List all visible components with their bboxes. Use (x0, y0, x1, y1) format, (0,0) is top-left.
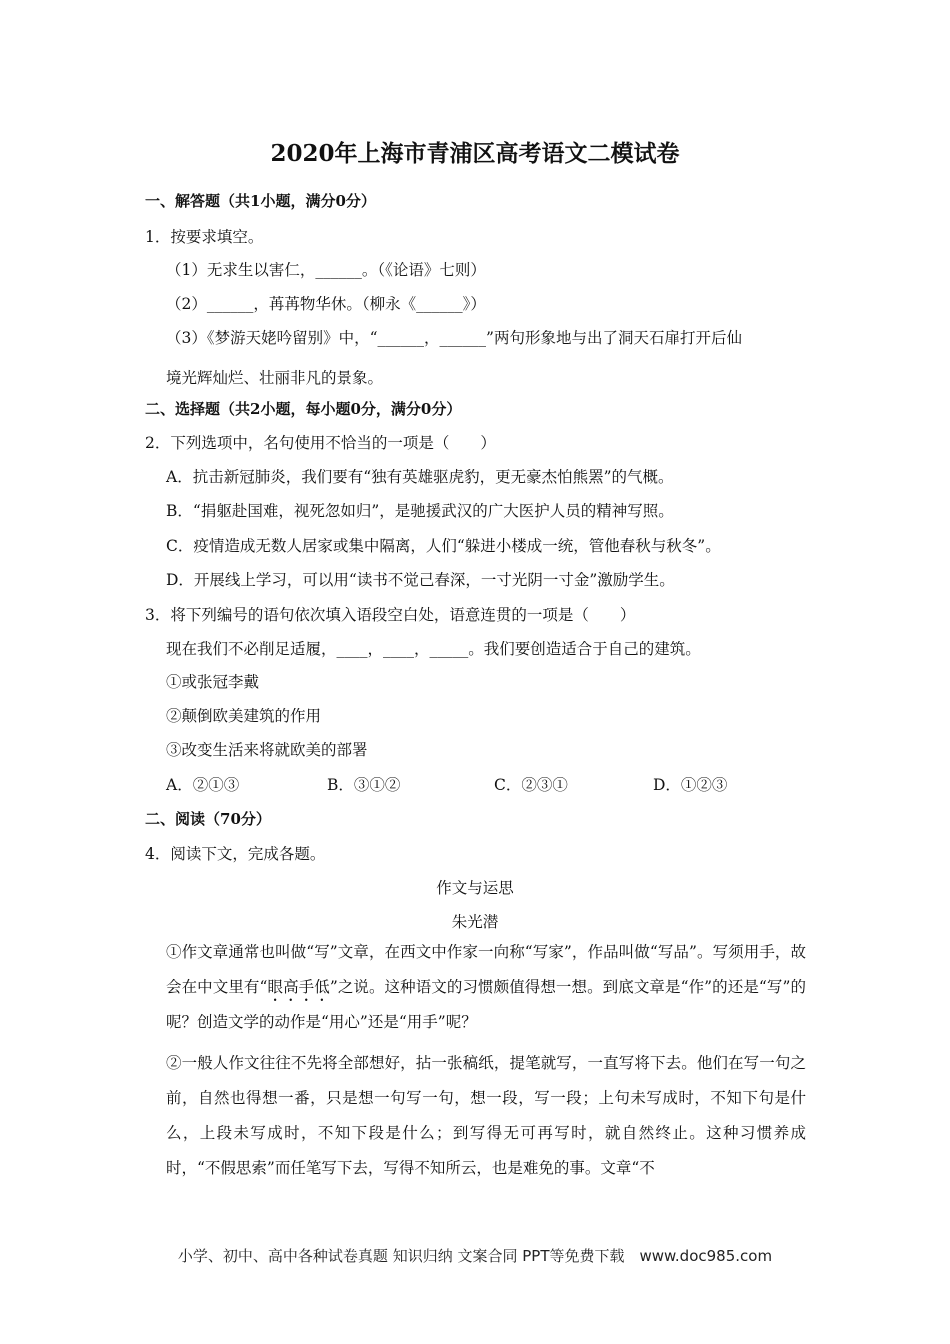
question-1-item-3: （3）《梦游天姥吟留别》中，“______，______”两句形象地与出了洞天石扉打开后仙 (166, 329, 742, 347)
question-2-option-a: A．抗击新冠肺炎，我们要有“独有英雄驱虎豹，更无豪杰怕熊罴”的气概。 (166, 468, 674, 486)
question-3-choice-b: B．③①② (327, 776, 401, 794)
emphasized-phrase: 眼高手低 (267, 978, 330, 996)
question-1-stem: 1．按要求填空。 (145, 228, 264, 246)
question-3-item-2: ②颠倒欧美建筑的作用 (166, 707, 322, 725)
section-3-header: 二、阅读（70分） (145, 810, 271, 828)
article-paragraph-2: ②一般人作文往往不先将全部想好，拈一张稿纸，提笔就写，一直写将下去。他们在写一句之前，自然也得想一番，只是想一句写一句，想一段，写一段；上句未写成时，不知下句是什么，上段未写成时，不知下段是什么；到写得无可再写时，就自然终止。这种习惯养成时，“不假思索”而任笔写下去，写得不知所云，也是难免的事。文章“不 (166, 1054, 806, 1177)
question-3-choice-a: A．②①③ (166, 776, 240, 794)
section-1-header: 一、解答题（共1小题，满分0分） (145, 192, 376, 210)
question-1-item-3-continued: 境光辉灿烂、壮丽非凡的景象。 (166, 369, 384, 387)
question-3-stem: 3．将下列编号的语句依次填入语段空白处，语意连贯的一项是（ ） (145, 606, 636, 624)
question-2-option-b: B．“捐躯赴国难，视死忽如归”，是驰援武汉的广大医护人员的精神写照。 (166, 502, 674, 520)
article-author: 朱光潜 (451, 913, 499, 931)
question-3-item-1: ①或张冠李戴 (166, 673, 260, 691)
question-3-choice-d: D．①②③ (653, 776, 728, 794)
question-3-choice-c: C．②③① (494, 776, 568, 794)
paragraph-1-part-b: ”之说。这种语文的习惯颇值得想一想。到底文章是“作”的还是“写”的呢？创造文学的动作是“用心”还是“用手”呢？ (166, 978, 806, 1031)
article-paragraph-1 (166, 935, 806, 1040)
page-title: 2020年上海市青浦区高考语文二模试卷 (270, 140, 680, 167)
question-3-passage: 现在我们不必削足适履，____，____，_____。我们要创造适合于自己的建筑。 (166, 640, 701, 658)
question-2-option-c: C．疫情造成无数人居家或集中隔离，人们“躲进小楼成一统，管他春秋与秋冬”。 (166, 537, 721, 555)
question-2-stem: 2．下列选项中，名句使用不恰当的一项是（ ） (145, 434, 496, 452)
footer-text: 小学、初中、高中各种试卷真题 知识归纳 文案合同 PPT等免费下载 www.doc985.com (177, 1247, 773, 1265)
article-title: 作文与运思 (436, 879, 514, 897)
question-2-option-d: D．开展线上学习，可以用“读书不觉己春深，一寸光阴一寸金”激励学生。 (166, 571, 675, 589)
question-1-item-2: （2）______，苒苒物华休。（柳永《______》） (166, 295, 486, 313)
question-4-stem: 4．阅读下文，完成各题。 (145, 845, 326, 863)
paragraph-1-part-a: ①作文章通常也叫做“写”文章，在西文中作家一向称“写家”，作品叫做“写品”。写须用手，故会在中文里有“ (166, 943, 806, 996)
question-1-item-1: （1）无求生以害仁，______。（《论语》七则） (166, 261, 486, 279)
section-2-header: 二、选择题（共2小题，每小题0分，满分0分） (145, 400, 462, 418)
question-3-item-3: ③改变生活来将就欧美的部署 (166, 741, 368, 759)
